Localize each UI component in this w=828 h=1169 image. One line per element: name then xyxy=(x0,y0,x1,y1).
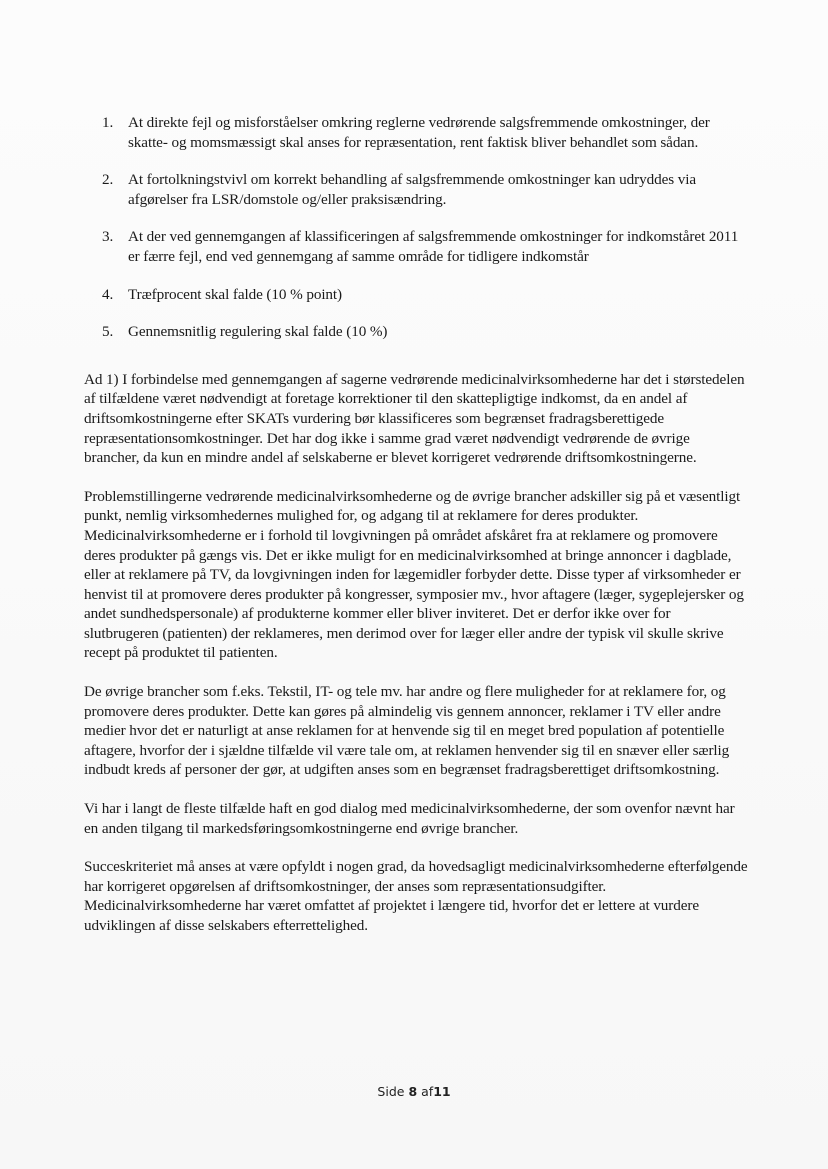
list-item xyxy=(84,322,748,342)
page-label: Side xyxy=(377,1084,405,1099)
list-item-text: Træfprocent skal falde (10 % point) xyxy=(128,285,343,303)
list-item-text: At fortolkningstvivl om korrekt behandling af salgsfremmende omkostninger kan udryddes via afgørelser fra LSR/domstole og/eller praksisændring. xyxy=(128,171,697,208)
list-item-number: 5. xyxy=(102,323,114,341)
page-of-label: af xyxy=(421,1084,434,1099)
paragraph-ad-1: Ad 1) I forbindelse med gennemgangen af sagerne vedrørende medicinalvirksomhederne har det i størstedelen af tilfældene været nødvendigt at foretage korrektioner til den skattepligtige indkomst, da en andel af driftsomkostningerne efter SKATs vurdering bør klassificeres som begrænset fradragsberettigede repræsentationsomkostninger. Det har dog ikke i samme grad været nødvendigt vedrørende de øvrige brancher, da kun en mindre andel af selskaberne er blevet korrigeret vedrørende driftsomkostningerne. xyxy=(84,370,745,467)
paragraph-problem-statement: Problemstillingerne vedrørende medicinalvirksomhederne og de øvrige brancher adskiller sig på et væsentligt punkt, nemlig virksomhedernes mulighed for, og adgang til at reklamere for deres produkter. Medicinalvirksomhederne er i forhold til lovgivningen på området afskåret fra at reklamere og promovere deres produkter på gængs vis. Det er ikke muligt for en medicinalvirksomhed at bringe annoncer i dagblade, eller at reklamere på TV, da lovgivningen inden for lægemidler forbyder dette. Disse typer af virksomheder er henvist til at promovere deres produkter på kongresser, symposier mv., hvor aftagere (læger, sygeplejersker og andet sundhedspersonale) af produkterne kommer eller bliver inviteret. Det er derfor ikke over for slutbrugeren (patienten) der reklameres, men derimod over for læger eller andre der typisk vil skulle skrive recept på produktet til patienten. xyxy=(84,487,744,662)
list-item xyxy=(84,170,748,209)
list-item-number: 2. xyxy=(102,171,114,189)
paragraph-other-industries: De øvrige brancher som f.eks. Tekstil, IT- og tele mv. har andre og flere muligheder for at reklamere for, og promovere deres produkter. Dette kan gøres på almindelig vis gennem annoncer, reklamer i TV eller andre medier hvor det er naturligt at anse reklamen for at henvende sig til en meget bred population af potentielle aftagere, hvorfor der i sjældne tilfælde vil være tale om, at reklamen henvender sig til en snæver eller særlig indbudt kreds af personer der gør, at udgiften anses som en begrænset fradragsberettiget driftsomkostning. xyxy=(84,683,730,779)
list-item xyxy=(84,285,748,305)
list-item-text: Gennemsnitlig regulering skal falde (10 %) xyxy=(128,323,388,341)
total-page-count: 11 xyxy=(433,1084,451,1099)
paragraph-dialog: Vi har i langt de fleste tilfælde haft en god dialog med medicinalvirksomhederne, der som ovenfor nævnt har en anden tilgang til markedsføringsomkostningerne end øvrige brancher. xyxy=(84,800,735,837)
list-item xyxy=(84,227,748,266)
page-number-footer xyxy=(0,1084,828,1099)
list-item-number: 3. xyxy=(102,228,114,246)
paragraph-success-criterion: Succeskriteriet må anses at være opfyldt i nogen grad, da hovedsagligt medicinalvirksomhederne efterfølgende har korrigeret opgørelsen af driftsomkostninger, der anses som repræsentationsudgifter. Medicinalvirksomhederne har været omfattet af projektet i længere tid, hvorfor det er lettere at vurdere udviklingen af disse selskabers efterrettelighed. xyxy=(84,858,748,934)
document-body xyxy=(84,113,748,936)
success-criteria-list xyxy=(84,113,748,342)
list-item-text: At direkte fejl og misforståelser omkring reglerne vedrørende salgsfremmende omkostninger, der skatte- og momsmæssigt skal anses for repræsentation, rent faktisk bliver behandlet som sådan. xyxy=(128,114,710,151)
list-item-number: 4. xyxy=(102,285,114,303)
list-item-number: 1. xyxy=(102,114,114,131)
current-page-number: 8 xyxy=(408,1084,418,1099)
list-item xyxy=(84,113,748,152)
list-item-text: At der ved gennemgangen af klassificeringen af salgsfremmende omkostninger for indkomståret 2011 er færre fejl, end ved gennemgang af samme område for tidligere indkomstår xyxy=(128,228,739,265)
